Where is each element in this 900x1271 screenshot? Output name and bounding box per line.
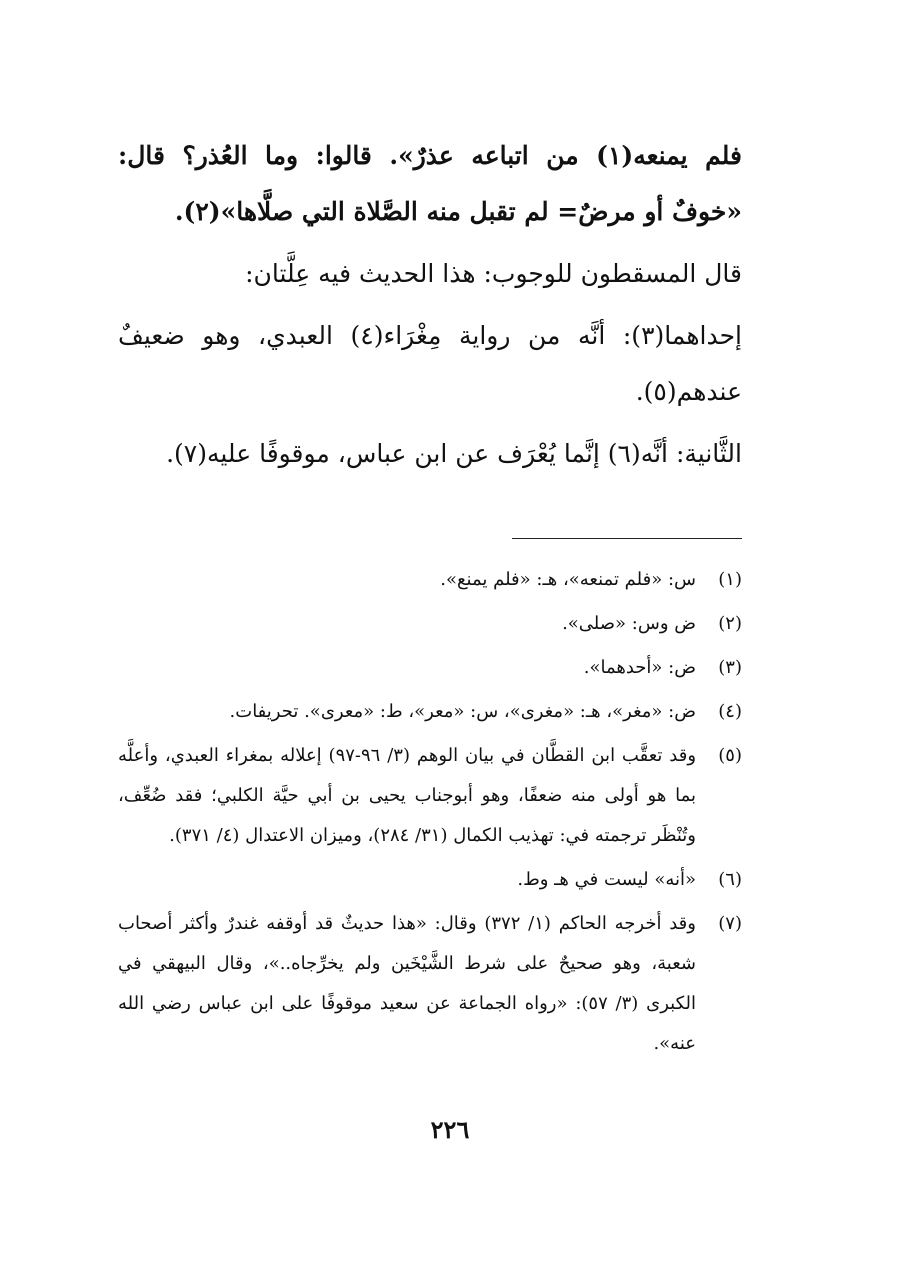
footnote-number: (٥) [718, 745, 742, 766]
paragraph-1: فلم يمنعه(١) من اتباعه عذرٌ». قالوا: وما العُذر؟ قال: «خوفٌ أو مرضٌ= لم تقبل منه الصَّلاة التي صلَّاها»(٢). [118, 141, 742, 226]
footnote-text: ض وس: «صلى». [562, 613, 696, 634]
page-number: ٢٢٦ [430, 1115, 470, 1144]
footnote-number: (٣) [718, 657, 742, 678]
footnote-number: (٦) [718, 869, 742, 890]
footnote-number: (٧) [718, 913, 742, 934]
footnote-number: (٤) [718, 701, 742, 722]
footnote-text: ض: «أحدهما». [583, 657, 696, 678]
footnote-3 [118, 648, 742, 688]
footnote-text: «أنه» ليست في هـ وط. [517, 869, 696, 890]
footnote-text: ض: «مغر»، هـ: «مغرى»، س: «معر»، ط: «معرى». تحريفات. [229, 701, 696, 722]
footnote-7 [118, 904, 742, 1064]
footnote-6 [118, 860, 742, 900]
footnote-divider [512, 538, 742, 539]
footnote-number: (٢) [718, 613, 742, 634]
footnote-text: وقد أخرجه الحاكم (١/ ٣٧٢) وقال: «هذا حديثٌ قد أوقفه غندرٌ وأكثر أصحاب شعبة، وهو صحيحٌ على شرط الشَّيْخَين ولم يخرِّجاه..»، وقال البيهقي في الكبرى (٣/ ٥٧): «رواه الجماعة عن سعيد موقوفًا على ابن عباس رضي الله عنه». [118, 913, 696, 1054]
footnote-2 [118, 604, 742, 644]
paragraph-3: إحداهما(٣): أنَّه من رواية مِغْرَاء(٤) العبدي، وهو ضعيفٌ عندهم(٥). [118, 321, 742, 406]
footnote-text: وقد تعقَّب ابن القطَّان في بيان الوهم (٣/ ٩٦-٩٧) إعلاله بمغراء العبدي، وأعلَّه بما هو أولى منه ضعفًا، وهو أبوجناب يحيى بن أبي حيَّة الكلبي؛ فقد ضُعِّف، وتُنْظَر ترجمته في: تهذيب الكمال (٣١/ ٢٨٤)، وميزان الاعتدال (٤/ ٣٧١). [118, 745, 697, 846]
footnote-text: س: «فلم تمنعه»، هـ: «فلم يمنع». [440, 569, 696, 590]
paragraph-2: قال المسقطون للوجوب: هذا الحديث فيه عِلَّتان: [245, 259, 742, 288]
paragraph-4: الثَّانية: أنَّه(٦) إنَّما يُعْرَف عن ابن عباس، موقوفًا عليه(٧). [166, 439, 742, 468]
main-text [118, 128, 742, 482]
footnote-4 [118, 692, 742, 732]
footnote-5 [118, 736, 742, 856]
footnote-1 [118, 560, 742, 600]
footnotes [118, 560, 742, 1068]
footnote-number: (١) [718, 569, 742, 590]
